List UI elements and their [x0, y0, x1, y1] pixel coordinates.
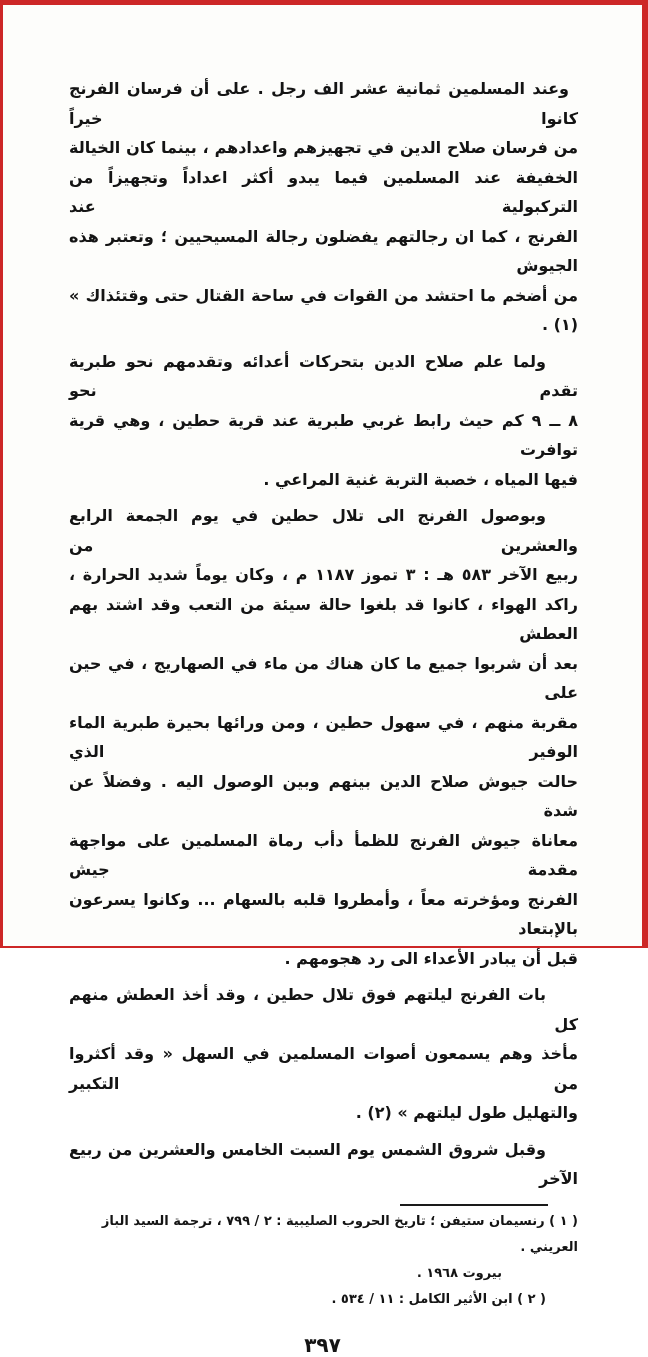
text-line: راكد الهواء ، كانوا قد بلغوا حالة سيئة من التعب وقد اشتد بهم العطش: [69, 594, 578, 643]
text-line: الفرنج ، كما ان رجالتهم يفضلون رجالة المسيحيين ؛ وتعتبر هذه الجيوش: [69, 226, 578, 275]
text-line: وعند المسلمين ثمانية عشر الف رجل . على أن فرسان الفرنج كانوا خيراً: [69, 79, 578, 128]
paragraph-4: [69, 980, 578, 1128]
text-line: معاناة جيوش الفرنج للظمأ دأب رماة المسلمين على مواجهة مقدمة جيش: [69, 830, 578, 879]
text-line: مقربة منهم ، في سهول حطين ، ومن ورائها بحيرة طبرية الماء الوفير الذي: [69, 712, 578, 761]
text-line: ربيع الآخر ٥٨٣ هـ : ٣ تموز ١١٨٧ م ، وكان يوماً شديد الحرارة ،: [69, 565, 579, 584]
text-line: بات الفرنج ليلتهم فوق تلال حطين ، وقد أخذ العطش منهم كل: [69, 985, 578, 1034]
paragraph-1: [69, 74, 578, 340]
footnote-2-line: ( ٢ ) ابن الأثير الكامل : ١١ / ٥٣٤ .: [331, 1291, 546, 1307]
text-line: بعد أن شربوا جميع ما كان هناك من ماء في الصهاريج ، في حين على: [69, 653, 578, 702]
paragraph-5: [69, 1135, 578, 1194]
text-line: مأخذ وهم يسمعون أصوات المسلمين في السهل « وقد أكثروا من التكبير: [69, 1044, 578, 1093]
text-line: الفرنج ومؤخرته معاً ، وأمطروا قلبه بالسهام ... وكانوا يسرعون بالإبتعاد: [69, 889, 578, 938]
text-line: من أضخم ما احتشد من القوات في ساحة القتال حتى وقتئذاك » (١) .: [69, 285, 578, 334]
text-line: فيها المياه ، خصبة التربة غنية المراعي .: [263, 469, 578, 489]
text-line: حالت جيوش صلاح الدين بينهم وبين الوصول اليه . وفضلاً عن شدة: [69, 771, 578, 820]
text-line: والتهليل طول ليلتهم » (٢) .: [355, 1103, 578, 1122]
page-number: ٣٩٧: [304, 1332, 341, 1357]
body-text: [3, 5, 642, 1194]
text-line: قبل أن يبادر الأعداء الى رد هجومهم .: [284, 948, 578, 968]
footnote-1-line: ( ١ ) رنسيمان ستيفن ؛ تاريخ الحروب الصليبية : ٢ / ٧٩٩ ، ترجمة السيد الباز العريني .: [101, 1213, 578, 1255]
text-line: من فرسان صلاح الدين في تجهيزهم واعدادهم ، بينما كان الخيالة: [69, 138, 578, 157]
text-line: ٨ ــ ٩ كم حيث رابط غربي طبرية عند قرية حطين ، وهي قرية توافرت: [69, 410, 579, 459]
footnote-1-continuation: بيروت ١٩٦٨ .: [416, 1265, 502, 1281]
text-line: ولما علم صلاح الدين بتحركات أعدائه وتقدمهم نحو طبرية تقدم نحو: [69, 351, 578, 400]
paragraph-2: [69, 347, 578, 495]
text-line: وبوصول الفرنج الى تلال حطين في يوم الجمعة الرابع والعشرين من: [69, 506, 578, 555]
paragraph-3: [69, 501, 578, 973]
text-line: الخفيفة عند المسلمين فيما يبدو أكثر اعداداً وتجهيزاً من التركبولية عند: [69, 167, 578, 216]
text-line: وقبل شروق الشمس يوم السبت الخامس والعشرين من ربيع الآخر: [69, 1139, 578, 1188]
footnotes: [3, 1206, 642, 1313]
